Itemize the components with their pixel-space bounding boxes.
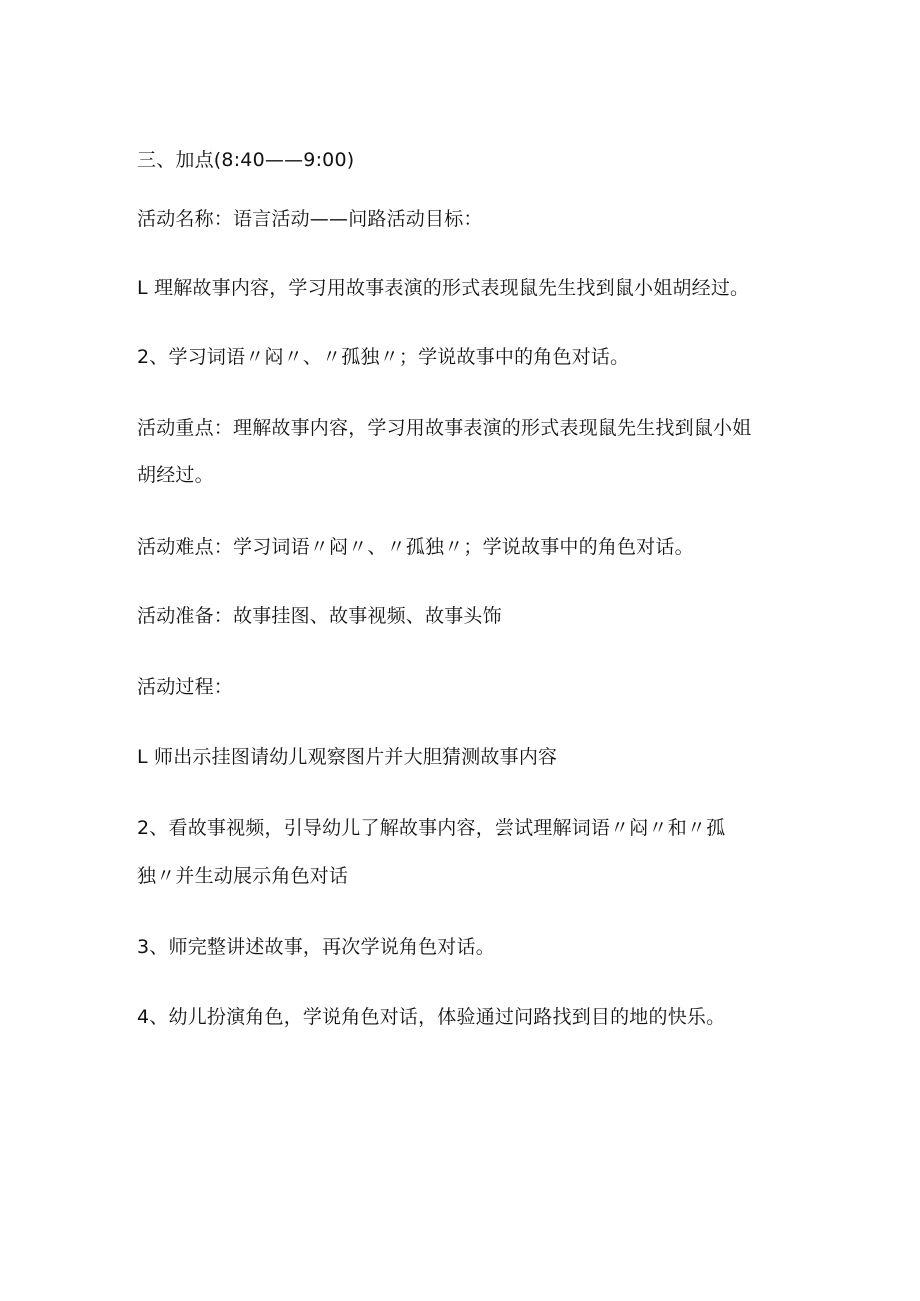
process-step-2-line-1: 2、看故事视频，引导幼儿了解故事内容，尝试理解词语〃闷〃和〃孤 — [137, 817, 726, 839]
section-heading: 三、加点(8:40——9:00) — [137, 149, 355, 171]
activity-name: 活动名称：语言活动——问路活动目标： — [137, 208, 483, 230]
key-point-line-2: 胡经过。 — [137, 464, 214, 486]
goal-2: 2、学习词语〃闷〃、〃孤独〃；学说故事中的角色对话。 — [137, 346, 630, 368]
process-step-3: 3、师完整讲述故事，再次学说角色对话。 — [137, 936, 495, 958]
process-step-1: L 师出示挂图请幼儿观察图片并大胆猜测故事内容 — [137, 746, 558, 768]
process-step-2-line-2: 独〃并生动展示角色对话 — [137, 865, 349, 887]
key-point-line-1: 活动重点：理解故事内容，学习用故事表演的形式表现鼠先生找到鼠小姐 — [137, 417, 752, 439]
process-heading: 活动过程： — [137, 676, 234, 698]
difficulty: 活动难点：学习词语〃闷〃、〃孤独〃；学说故事中的角色对话。 — [137, 536, 694, 558]
goal-1: L 理解故事内容，学习用故事表演的形式表现鼠先生找到鼠小姐胡经过。 — [137, 277, 750, 299]
preparation: 活动准备：故事挂图、故事视频、故事头饰 — [137, 605, 502, 627]
process-step-4: 4、幼儿扮演角色，学说角色对话，体验通过问路找到目的地的快乐。 — [137, 1006, 726, 1028]
